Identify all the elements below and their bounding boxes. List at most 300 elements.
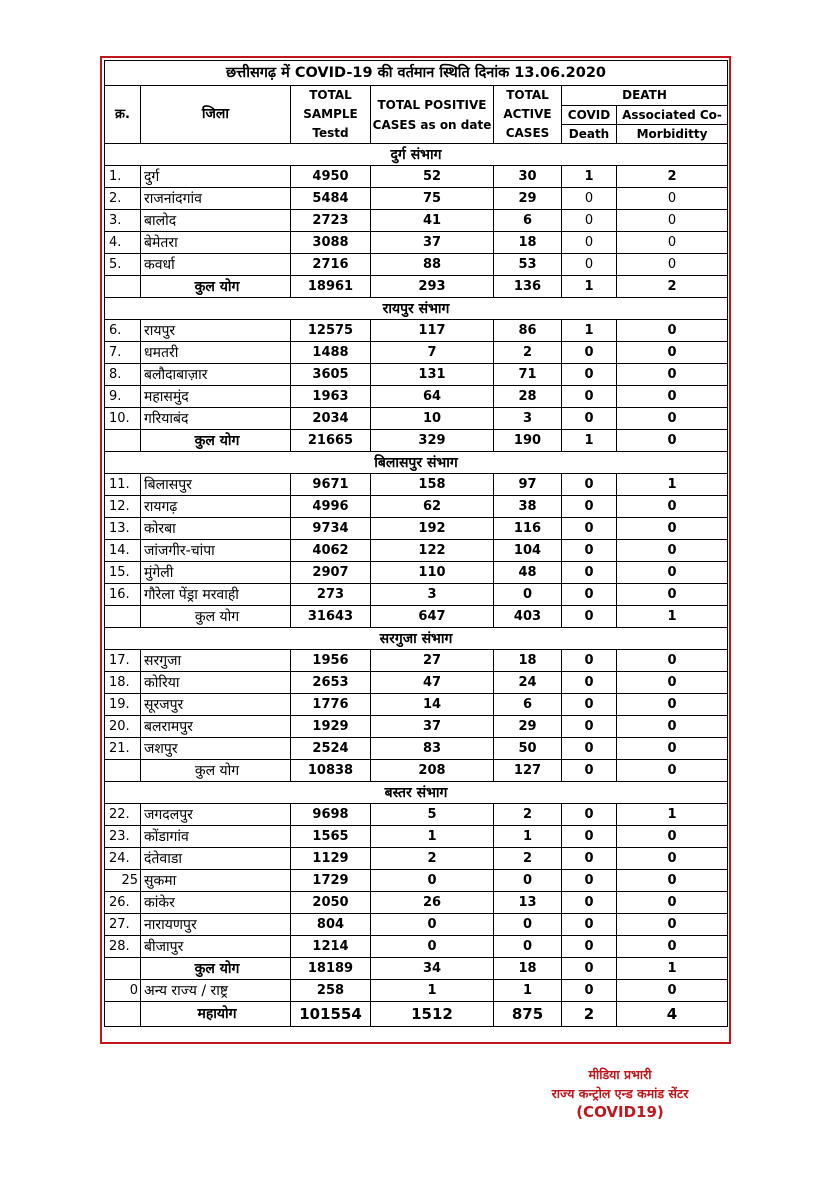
serial-number: 10. [105,408,141,430]
serial-number: 5. [105,254,141,276]
district-name: रायगढ़ [141,496,291,518]
sample-tested: 9671 [291,474,371,496]
sample-tested: 9734 [291,518,371,540]
district-row [105,518,728,540]
active-cases: 97 [494,474,562,496]
positive-cases: 2 [371,848,494,870]
division-total-row [105,606,728,628]
associated-comorbidity: 0 [617,980,728,1002]
sample-tested: 273 [291,584,371,606]
sample-tested: 2034 [291,408,371,430]
associated-comorbidity: 1 [617,474,728,496]
district-name: नारायणपुर [141,914,291,936]
active-cases: 2 [494,804,562,826]
division-header-row [105,628,728,650]
associated-comorbidity: 0 [617,188,728,210]
header-active-line: CASES [505,126,550,140]
covid-death: 0 [562,650,617,672]
covid-death: 0 [562,848,617,870]
active-cases: 38 [494,496,562,518]
sample-tested: 2653 [291,672,371,694]
sample-tested: 31643 [291,606,371,628]
serial-number: 25 [105,870,141,892]
header-sample [291,86,371,144]
covid-death: 0 [562,342,617,364]
district-row [105,584,728,606]
district-name: कोरबा [141,518,291,540]
district-row [105,694,728,716]
active-cases: 127 [494,760,562,782]
serial-number: 14. [105,540,141,562]
district-name: बालोद [141,210,291,232]
positive-cases: 329 [371,430,494,452]
covid-death: 0 [562,694,617,716]
sample-tested: 1565 [291,826,371,848]
header-sample-line: SAMPLE [303,107,358,121]
total-label: कुल योग [141,606,291,628]
active-cases: 53 [494,254,562,276]
associated-comorbidity: 0 [617,430,728,452]
sample-tested: 2716 [291,254,371,276]
covid-death: 0 [562,540,617,562]
covid-death: 0 [562,254,617,276]
associated-comorbidity: 0 [617,650,728,672]
district-row [105,540,728,562]
division-name: बिलासपुर संभाग [105,452,728,474]
sample-tested: 3605 [291,364,371,386]
covid-death: 0 [562,936,617,958]
active-cases: 29 [494,188,562,210]
covid-death: 0 [562,738,617,760]
division-total-row [105,760,728,782]
division-total-row [105,958,728,980]
active-cases: 136 [494,276,562,298]
positive-cases: 0 [371,936,494,958]
associated-comorbidity: 1 [617,606,728,628]
associated-comorbidity: 2 [617,166,728,188]
active-cases: 6 [494,210,562,232]
associated-comorbidity: 0 [617,342,728,364]
positive-cases: 75 [371,188,494,210]
positive-cases: 83 [371,738,494,760]
footer-designation: मीडिया प्रभारी [588,1067,652,1082]
positive-cases: 27 [371,650,494,672]
district-name: दुर्ग [141,166,291,188]
district-row [105,232,728,254]
associated-comorbidity: 0 [617,364,728,386]
associated-comorbidity: 0 [617,386,728,408]
associated-comorbidity: 0 [617,518,728,540]
sample-tested: 101554 [291,1002,371,1027]
total-sn-cell [105,1002,141,1027]
district-name: गरियाबंद [141,408,291,430]
serial-number: 3. [105,210,141,232]
header-positive [371,86,494,144]
serial-number: 22. [105,804,141,826]
division-name: सरगुजा संभाग [105,628,728,650]
total-label: कुल योग [141,760,291,782]
active-cases: 116 [494,518,562,540]
header-sample-line: Testd [312,126,349,140]
total-sn-cell [105,760,141,782]
associated-comorbidity: 0 [617,914,728,936]
district-name: महासमुंद [141,386,291,408]
active-cases: 2 [494,342,562,364]
sample-tested: 2723 [291,210,371,232]
covid-death: 0 [562,826,617,848]
header-sample-line: TOTAL [309,88,352,102]
positive-cases: 34 [371,958,494,980]
division-name: दुर्ग संभाग [105,144,728,166]
associated-comorbidity: 0 [617,760,728,782]
sample-tested: 1729 [291,870,371,892]
sample-tested: 1963 [291,386,371,408]
active-cases: 875 [494,1002,562,1027]
active-cases: 29 [494,716,562,738]
header-active-line: ACTIVE [503,107,552,121]
district-name: मुंगेली [141,562,291,584]
covid-death: 1 [562,166,617,188]
serial-number: 20. [105,716,141,738]
sample-tested: 21665 [291,430,371,452]
total-sn-cell [105,606,141,628]
active-cases: 104 [494,540,562,562]
active-cases: 0 [494,870,562,892]
sample-tested: 1214 [291,936,371,958]
covid-death: 0 [562,232,617,254]
covid-death: 0 [562,496,617,518]
report-title: छत्तीसगढ़ में COVID-19 की वर्तमान स्थिति दिनांक 13.06.2020 [105,61,728,86]
positive-cases: 122 [371,540,494,562]
covid-death: 1 [562,276,617,298]
associated-comorbidity: 0 [617,540,728,562]
positive-cases: 110 [371,562,494,584]
positive-cases: 208 [371,760,494,782]
district-name: सरगुजा [141,650,291,672]
associated-comorbidity: 2 [617,276,728,298]
district-row [105,188,728,210]
positive-cases: 52 [371,166,494,188]
district-name: जशपुर [141,738,291,760]
active-cases: 86 [494,320,562,342]
district-name: कांकेर [141,892,291,914]
covid-death: 0 [562,386,617,408]
active-cases: 48 [494,562,562,584]
covid-death: 0 [562,606,617,628]
district-row [105,936,728,958]
covid-death: 0 [562,716,617,738]
positive-cases: 1512 [371,1002,494,1027]
total-label: कुल योग [141,430,291,452]
header-assoc: Morbiditty [617,125,728,144]
associated-comorbidity: 4 [617,1002,728,1027]
covid-death: 0 [562,980,617,1002]
district-row [105,386,728,408]
covid-death: 0 [562,760,617,782]
district-name: बलरामपुर [141,716,291,738]
district-row [105,364,728,386]
active-cases: 403 [494,606,562,628]
positive-cases: 26 [371,892,494,914]
serial-number: 16. [105,584,141,606]
active-cases: 190 [494,430,562,452]
active-cases: 13 [494,892,562,914]
positive-cases: 62 [371,496,494,518]
positive-cases: 1 [371,826,494,848]
serial-number: 15. [105,562,141,584]
active-cases: 1 [494,826,562,848]
positive-cases: 647 [371,606,494,628]
district-name: जांजगीर-चांपा [141,540,291,562]
sample-tested: 12575 [291,320,371,342]
district-row [105,716,728,738]
header-assoc: Associated Co- [617,106,728,125]
active-cases: 0 [494,936,562,958]
division-header-row [105,298,728,320]
division-header-row [105,144,728,166]
positive-cases: 7 [371,342,494,364]
covid-death: 0 [562,210,617,232]
district-row [105,870,728,892]
positive-cases: 41 [371,210,494,232]
sample-tested: 804 [291,914,371,936]
grand-total-row [105,1002,728,1027]
associated-comorbidity: 0 [617,320,728,342]
associated-comorbidity: 0 [617,870,728,892]
header-positive-line: CASES as on date [372,117,492,132]
associated-comorbidity: 0 [617,496,728,518]
serial-number: 26. [105,892,141,914]
district-row [105,254,728,276]
active-cases: 28 [494,386,562,408]
district-row [105,474,728,496]
sample-tested: 4950 [291,166,371,188]
district-row [105,210,728,232]
associated-comorbidity: 1 [617,958,728,980]
associated-comorbidity: 0 [617,408,728,430]
associated-comorbidity: 0 [617,584,728,606]
associated-comorbidity: 0 [617,210,728,232]
district-name: सुकमा [141,870,291,892]
district-row [105,342,728,364]
district-name: कोरिया [141,672,291,694]
header-sn: क्र. [105,86,141,144]
associated-comorbidity: 0 [617,892,728,914]
active-cases: 71 [494,364,562,386]
sample-tested: 2050 [291,892,371,914]
header-positive-line: TOTAL POSITIVE [377,97,487,112]
total-sn-cell [105,276,141,298]
covid-death: 1 [562,320,617,342]
header-death: DEATH [562,86,728,106]
division-header-row [105,452,728,474]
serial-number: 24. [105,848,141,870]
positive-cases: 0 [371,914,494,936]
header-covid-death: Death [562,125,617,144]
serial-number: 27. [105,914,141,936]
positive-cases: 192 [371,518,494,540]
district-row [105,738,728,760]
total-sn-cell [105,958,141,980]
district-row [105,826,728,848]
covid-death: 0 [562,518,617,540]
covid-death: 0 [562,188,617,210]
district-row [105,562,728,584]
serial-number: 19. [105,694,141,716]
district-row [105,848,728,870]
covid-death: 1 [562,430,617,452]
active-cases: 18 [494,650,562,672]
associated-comorbidity: 1 [617,804,728,826]
active-cases: 30 [494,166,562,188]
positive-cases: 37 [371,716,494,738]
serial-number: 4. [105,232,141,254]
division-name: बस्तर संभाग [105,782,728,804]
district-name: सूरजपुर [141,694,291,716]
associated-comorbidity: 0 [617,672,728,694]
total-label: कुल योग [141,276,291,298]
serial-number: 6. [105,320,141,342]
serial-number: 8. [105,364,141,386]
serial-number: 12. [105,496,141,518]
division-total-row [105,430,728,452]
district-name: राजनांदगांव [141,188,291,210]
total-sn-cell [105,430,141,452]
positive-cases: 1 [371,980,494,1002]
sample-tested: 2907 [291,562,371,584]
district-row [105,408,728,430]
serial-number: 0 [105,980,141,1002]
positive-cases: 64 [371,386,494,408]
positive-cases: 10 [371,408,494,430]
sample-tested: 1929 [291,716,371,738]
report-frame [100,56,731,1044]
serial-number: 1. [105,166,141,188]
covid-death: 0 [562,584,617,606]
district-name: दंतेवाडा [141,848,291,870]
footer-signature [520,1065,720,1122]
header-district: जिला [141,86,291,144]
district-row [105,672,728,694]
active-cases: 24 [494,672,562,694]
total-label: महायोग [141,1002,291,1027]
positive-cases: 37 [371,232,494,254]
associated-comorbidity: 0 [617,254,728,276]
associated-comorbidity: 0 [617,738,728,760]
district-row [105,804,728,826]
district-row [105,914,728,936]
covid-death: 0 [562,870,617,892]
serial-number: 9. [105,386,141,408]
serial-number: 18. [105,672,141,694]
district-row [105,892,728,914]
division-header-row [105,782,728,804]
total-label: कुल योग [141,958,291,980]
serial-number: 28. [105,936,141,958]
district-name: धमतरी [141,342,291,364]
serial-number: 11. [105,474,141,496]
positive-cases: 14 [371,694,494,716]
district-name: जगदलपुर [141,804,291,826]
sample-tested: 4062 [291,540,371,562]
serial-number: 17. [105,650,141,672]
active-cases: 1 [494,980,562,1002]
active-cases: 0 [494,914,562,936]
district-name: कवर्धा [141,254,291,276]
positive-cases: 5 [371,804,494,826]
sample-tested: 4996 [291,496,371,518]
header-active [494,86,562,144]
associated-comorbidity: 0 [617,826,728,848]
sample-tested: 9698 [291,804,371,826]
active-cases: 6 [494,694,562,716]
district-name: बीजापुर [141,936,291,958]
active-cases: 3 [494,408,562,430]
active-cases: 18 [494,958,562,980]
active-cases: 0 [494,584,562,606]
serial-number: 23. [105,826,141,848]
covid-death: 0 [562,804,617,826]
positive-cases: 88 [371,254,494,276]
division-total-row [105,276,728,298]
sample-tested: 18189 [291,958,371,980]
district-name: बिलासपुर [141,474,291,496]
positive-cases: 0 [371,870,494,892]
covid-death: 0 [562,892,617,914]
covid-death: 0 [562,408,617,430]
associated-comorbidity: 0 [617,694,728,716]
division-name: रायपुर संभाग [105,298,728,320]
associated-comorbidity: 0 [617,936,728,958]
sample-tested: 1129 [291,848,371,870]
covid-death: 0 [562,562,617,584]
active-cases: 2 [494,848,562,870]
serial-number: 2. [105,188,141,210]
district-row [105,496,728,518]
positive-cases: 293 [371,276,494,298]
district-row [105,650,728,672]
district-name: गौरेला पेंड्रा मरवाही [141,584,291,606]
sample-tested: 2524 [291,738,371,760]
covid-death: 0 [562,958,617,980]
covid-death: 2 [562,1002,617,1027]
district-name: रायपुर [141,320,291,342]
associated-comorbidity: 0 [617,562,728,584]
district-name: अन्य राज्य / राष्ट्र [141,980,291,1002]
footer-organization: राज्य कन्ट्रोल एन्ड कमांड सेंटर [551,1086,689,1101]
covid-death: 0 [562,672,617,694]
active-cases: 50 [494,738,562,760]
associated-comorbidity: 0 [617,848,728,870]
sample-tested: 1488 [291,342,371,364]
positive-cases: 158 [371,474,494,496]
header-covid-death: COVID [562,106,617,125]
associated-comorbidity: 0 [617,716,728,738]
sample-tested: 1776 [291,694,371,716]
district-name: बलौदाबाज़ार [141,364,291,386]
positive-cases: 47 [371,672,494,694]
district-row [105,320,728,342]
serial-number: 13. [105,518,141,540]
sample-tested: 10838 [291,760,371,782]
footer-covid-tag: (COVID19) [576,1103,664,1121]
district-name: बेमेतरा [141,232,291,254]
active-cases: 18 [494,232,562,254]
covid-death: 0 [562,364,617,386]
covid-death: 0 [562,474,617,496]
positive-cases: 131 [371,364,494,386]
header-active-line: TOTAL [506,88,549,102]
